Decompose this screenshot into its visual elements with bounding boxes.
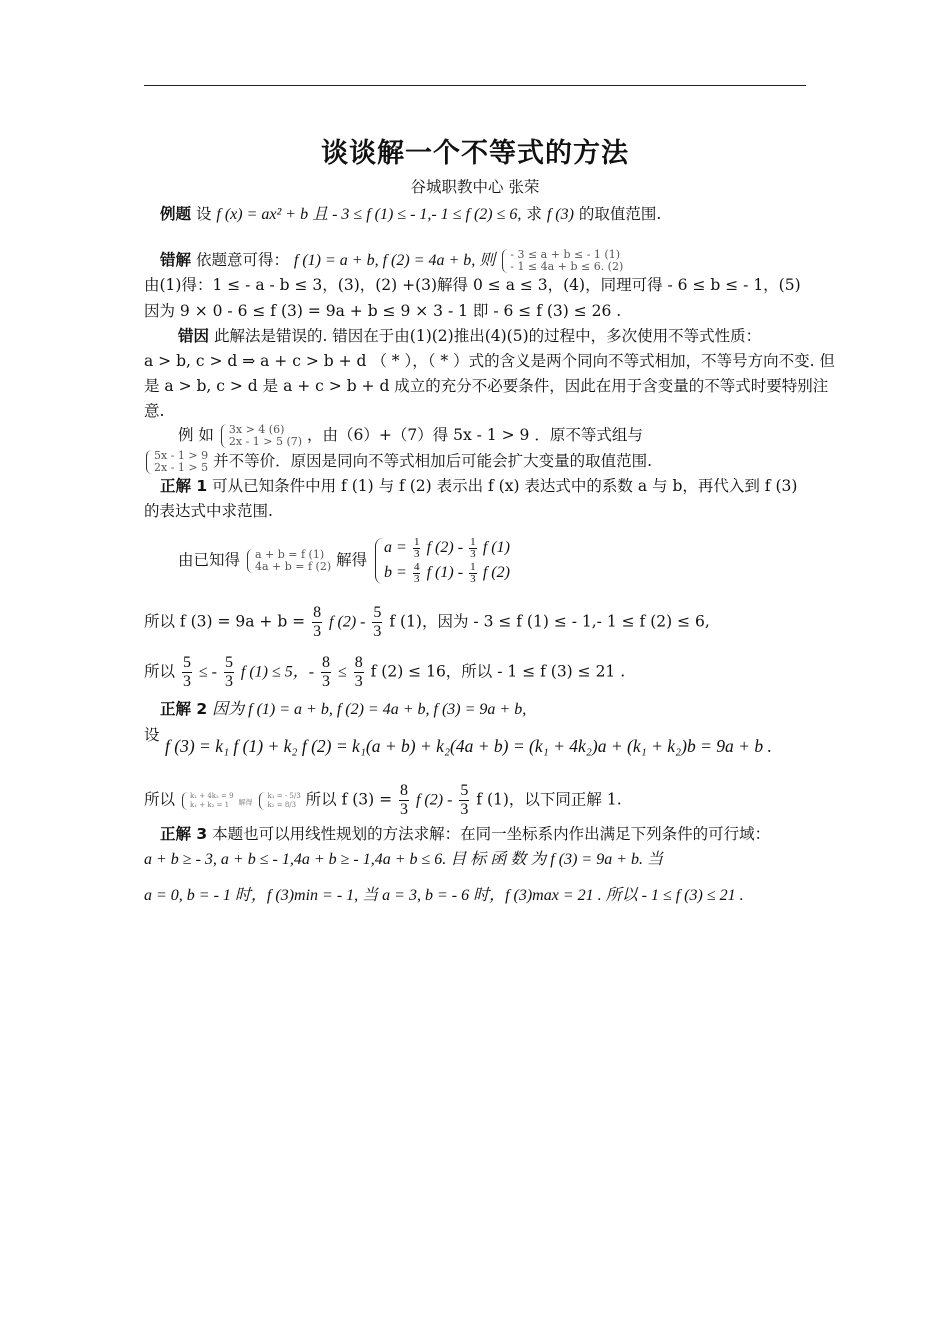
counter-tail: 并不等价．原因是同向不等式相加后可能会扩大变量的取值范围.	[213, 452, 652, 470]
counter-line-1	[178, 424, 840, 448]
sol1-so1-frac-1: $\frac{8}{3}$	[313, 604, 322, 640]
reason-label: 错因	[178, 327, 210, 345]
sol1-label: 正解 1	[160, 477, 208, 495]
wrong-system	[500, 249, 623, 273]
sol2-so-d: f (1)，以下同正解 1.	[476, 790, 622, 809]
reason-line-1	[178, 325, 840, 347]
sol1-solved-system	[372, 536, 510, 586]
sol2-so-c: f (2) -	[415, 791, 453, 809]
sol1-known-line	[178, 536, 840, 586]
sol1-line-2: 的表达式中求范围.	[144, 502, 273, 520]
counter-system-2-row-2: 2x - 1 > 5	[154, 461, 209, 474]
counter-system-1-row-2: 2x - 1 > 5 (7)	[228, 435, 303, 448]
reason-line-2: a > b, c > d ⇒ a + c > b + d （ * ），（ * ）式的含义是两个同向不等式相加，不等号方向不变. 但	[144, 352, 835, 370]
sol2-set-label: 设	[144, 726, 160, 744]
sol1-known-system	[245, 549, 331, 573]
example-label: 例题	[160, 205, 192, 223]
sol3-text-1: 本题也可以用线性规划的方法求解：在同一坐标系内作出满足下列条件的可行域：	[212, 825, 771, 843]
reason-line-3: 是 a > b, c > d 是 a + c > b + d 成立的充分不必要条件，因此在用于含变量的不等式时要特别注	[144, 377, 829, 395]
header-rule	[144, 85, 806, 86]
wrong-text-1: 依题意可得：	[195, 251, 289, 269]
sol1-so2-frac-3: $\frac{8}{3}$	[322, 654, 331, 690]
sol1-so1-a: 所以 f (3) = 9a + b =	[144, 612, 306, 631]
sol1-solved-b: b = $\frac{4}{3}$ f (1) - $\frac{1}{3}$ f (2)	[384, 561, 510, 585]
sol1-text-1: 可从已知条件中用 f (1) 与 f (2) 表示出 f (x) 表达式中的系数 a 与 b，再代入到 f (3)	[212, 477, 798, 495]
sol1-so1-b: f (2) -	[329, 613, 366, 631]
sol2-so-b: 所以 f (3) =	[305, 790, 393, 809]
sol1-so2-a: 所以	[144, 662, 176, 681]
sol3-line-2: a + b ≥ - 3, a + b ≤ - 1,4a + b ≥ - 1,4a + b ≤ 6. 目 标 函 数 为 f (3) = 9a + b. 当	[144, 851, 663, 868]
sol1-line-1	[160, 475, 822, 497]
sol1-so2-e: f (2) ≤ 16，所以 - 1 ≤ f (3) ≤ 21 .	[370, 662, 626, 681]
reason-line-4: 意.	[144, 402, 165, 420]
sol2-label: 正解 2	[160, 700, 208, 718]
example-line	[160, 203, 822, 226]
sol1-known-lead: 由已知得	[178, 551, 241, 569]
counter-system-1-row-1: 3x > 4 (6)	[228, 423, 285, 436]
wrong-expr-1: f (1) = a + b, f (2) = 4a + b, 则	[293, 252, 496, 269]
sol1-so2-c: f (1) ≤ 5，-	[240, 663, 315, 681]
sol3-label: 正解 3	[160, 825, 208, 843]
sol2-line-1	[160, 698, 822, 721]
sol2-text-1: 因为 f (1) = a + b, f (2) = 4a + b, f (3) = 9a + b,	[212, 701, 527, 718]
sol2-small-system: k₁ + 4k₂ = 9 k₁ + k₂ = 1	[180, 792, 234, 810]
sol1-so2-frac-2: $\frac{5}{3}$	[224, 654, 233, 690]
sol2-frac-2: $\frac{5}{3}$	[460, 782, 469, 818]
wrong-line-2: 由(1)得：1 ≤ - a - b ≤ 3，(3)，(2) +(3)解得 0 ≤ a ≤ 3，(4)，同理可得 - 6 ≤ b ≤ - 1，(5)	[144, 276, 801, 294]
sol1-so2-b: ≤ -	[198, 663, 217, 681]
example-text-b: 求	[526, 205, 542, 223]
wrong-line-1	[160, 249, 822, 273]
sol2-so-line	[144, 782, 806, 819]
reason-text-1: 此解法是错误的. 错因在于由(1)(2)推出(4)(5)的过程中，多次使用不等式性质：	[213, 327, 762, 345]
wrong-system-row-2: - 1 ≤ 4a + b ≤ 6. (2)	[510, 260, 624, 273]
sol1-so2-d: ≤	[337, 663, 347, 681]
sol1-so-line-2	[144, 654, 806, 691]
counter-system-2	[144, 450, 208, 474]
sol1-solve-lead: 解得	[336, 551, 368, 569]
sol1-known-row-2: 4a + b = f (2)	[254, 560, 332, 573]
example-expr: f (x) = ax² + b 且 - 3 ≤ f (1) ≤ - 1,- 1 ≤ f (2) ≤ 6,	[216, 206, 522, 223]
sol1-solved-a: a = $\frac{1}{3}$ f (2) - $\frac{1}{3}$ f (1)	[384, 536, 510, 560]
wrong-system-row-1: - 3 ≤ a + b ≤ - 1 (1)	[510, 248, 620, 261]
sol1-so-line-1	[144, 604, 806, 641]
counter-mid: ，由（6）+（7）得 5x - 1 > 9 ．原不等式组与	[307, 426, 643, 444]
author-line: 谷城职教中心 张荣	[410, 178, 540, 196]
wrong-label: 错解	[160, 251, 192, 269]
example-text-c: 的取值范围.	[578, 205, 662, 223]
counter-system-2-row-1: 5x - 1 > 9	[154, 449, 209, 462]
sol2-small-mid: 解得	[238, 798, 253, 807]
sol2-frac-1: $\frac{8}{3}$	[400, 782, 409, 818]
counter-system-1	[219, 424, 302, 448]
sol1-known-row-1: a + b = f (1)	[254, 548, 325, 561]
wrong-line-3: 因为 9 × 0 - 6 ≤ f (3) = 9a + b ≤ 9 × 3 - 1 即 - 6 ≤ f (3) ≤ 26 .	[144, 302, 622, 320]
page-title: 谈谈解一个不等式的方法	[321, 138, 629, 169]
sol1-so2-frac-1: $\frac{5}{3}$	[182, 654, 191, 690]
sol2-equation: f (3) = k₁ f (1) + k₂ f (2) = k₁(a + b) + k₂(4a + b) = (k₁ + 4k₂)a + (k₁ + k₂)b = 9a + b .	[165, 736, 772, 756]
example-expr2: f (3)	[546, 206, 574, 223]
counter-lead: 例 如	[178, 426, 214, 444]
sol2-so-a: 所以	[144, 790, 176, 809]
example-text-a: 设	[195, 205, 212, 223]
sol1-so1-c: f (1)，因为 - 3 ≤ f (1) ≤ - 1,- 1 ≤ f (2) ≤ 6,	[389, 612, 710, 631]
sol3-line-3: a = 0, b = - 1 时，f (3)min = - 1, 当 a = 3, b = - 6 时，f (3)max = 21 . 所以 - 1 ≤ f (3) ≤ 21 .	[144, 887, 744, 904]
sol2-small-result: k₁ = - 5/3 k₂ = 8/3	[257, 792, 300, 810]
sol3-line-1	[160, 823, 822, 845]
sol1-so2-frac-4: $\frac{8}{3}$	[354, 654, 363, 690]
sol1-so1-frac-2: $\frac{5}{3}$	[373, 604, 382, 640]
counter-line-2	[144, 450, 806, 474]
